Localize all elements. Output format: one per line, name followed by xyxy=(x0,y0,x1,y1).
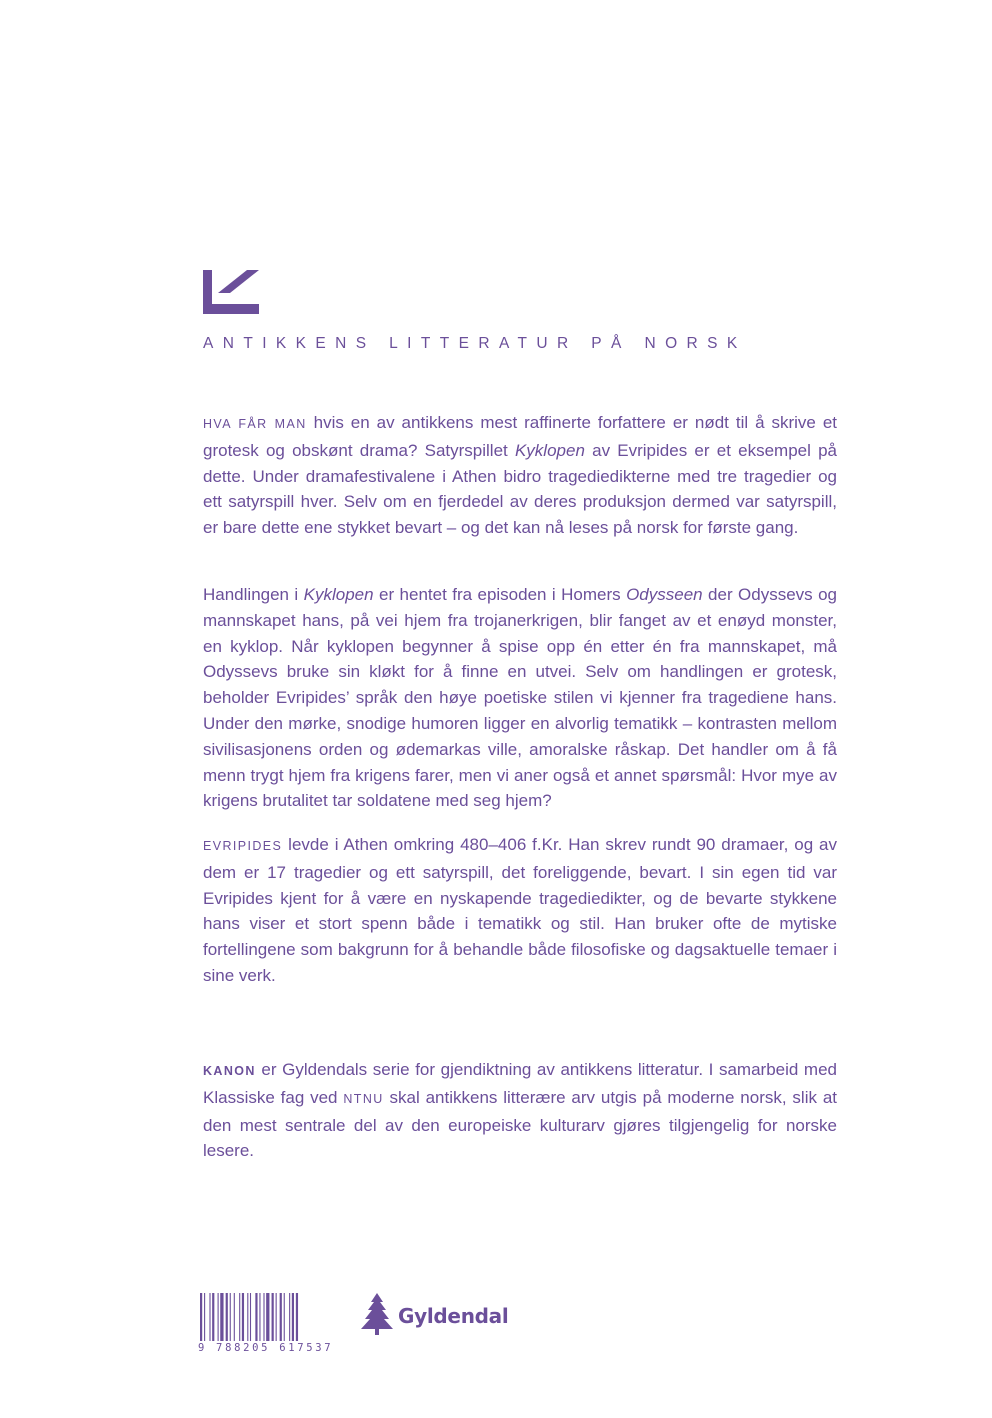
kanon-lead-in: KANON xyxy=(203,1064,256,1078)
author-lead-in: EVRIPIDES xyxy=(203,839,283,853)
lead-in-text: HVA FÅR MAN xyxy=(203,417,307,431)
series-paragraph: KANON er Gyldendals serie for gjendiktning av antikkens litteratur. I samarbeid med Klassiske fag ved NTNU skal antikkens litterære arv utgis på moderne norsk, slik at den mest sentrale del av den europeiske kulturarv gjøres tilgjengelig for norske lesere. xyxy=(203,1060,837,1161)
description-paragraph-2: Handlingen i Kyklopen er hentet fra episoden i Homers Odysseen der Odyssevs og mannskapet hans, på vei hjem fra trojanerkrigen, blir fanget av et enøyd monster, en kyklop. Når kyklopen begynner å spise opp én etter én fra mannskapet, må Odyssevs bruke sin kløkt for å finne en utvei. Selv om handlingen er grotesk, beholder Evripides’ språk den høye poetiske stilen vi kjenner fra tragediene hans. Under den mørke, snodige humoren ligger en alvorlig tematikk – kontrasten mellom sivilisasjonens orden og ødemarkas ville, amoralske råskap. Det handler om å få menn trygt hjem fra krigens farer, men vi aner også et annet spørsmål: Hvor mye av krigens brutalitet tar soldatene med seg hjem? xyxy=(203,585,837,811)
author-paragraph: EVRIPIDES levde i Athen omkring 480–406 f.Kr. Han skrev rundt 90 dramaer, og av dem er 17 tragedier og ett satyrspill, det foreliggende, bevart. I sin egen tid var Evripides kjent for å være en nyskapende tragediedikter, og de bevarte stykkene hans viser et stort spenn både i tematikk og stil. Han bruker ofte de mytiske fortellingene som bakgrunn for å behandle både filosofiske og dagsaktuelle temaer i sine verk. xyxy=(203,835,837,985)
isbn-barcode xyxy=(198,1293,338,1341)
series-title: ANTIKKENS LITTERATUR PÅ NORSK xyxy=(203,335,747,352)
kanon-k-logo-icon xyxy=(203,270,259,314)
publisher-logo-text: Gyldendal xyxy=(398,1304,509,1328)
description-paragraph-1: HVA FÅR MAN hvis en av antikkens mest raffinerte forfattere er nødt til å skrive et grotesk og obskønt drama? Satyrspillet Kyklopen av Evripides er et eksempel på dette. Under dramafestivalene i Athen bidro tragediedikterne med tre tragedier og ett satyrspill hver. Selv om en fjerdedel av deres produksjon dermed var satyrspill, er bare dette ene stykket bevart – og det kan nå leses på norsk for første gang. xyxy=(203,413,837,538)
gyldendal-tree-icon xyxy=(360,1293,394,1335)
isbn-number: 9 788205 617537 xyxy=(198,1342,334,1354)
